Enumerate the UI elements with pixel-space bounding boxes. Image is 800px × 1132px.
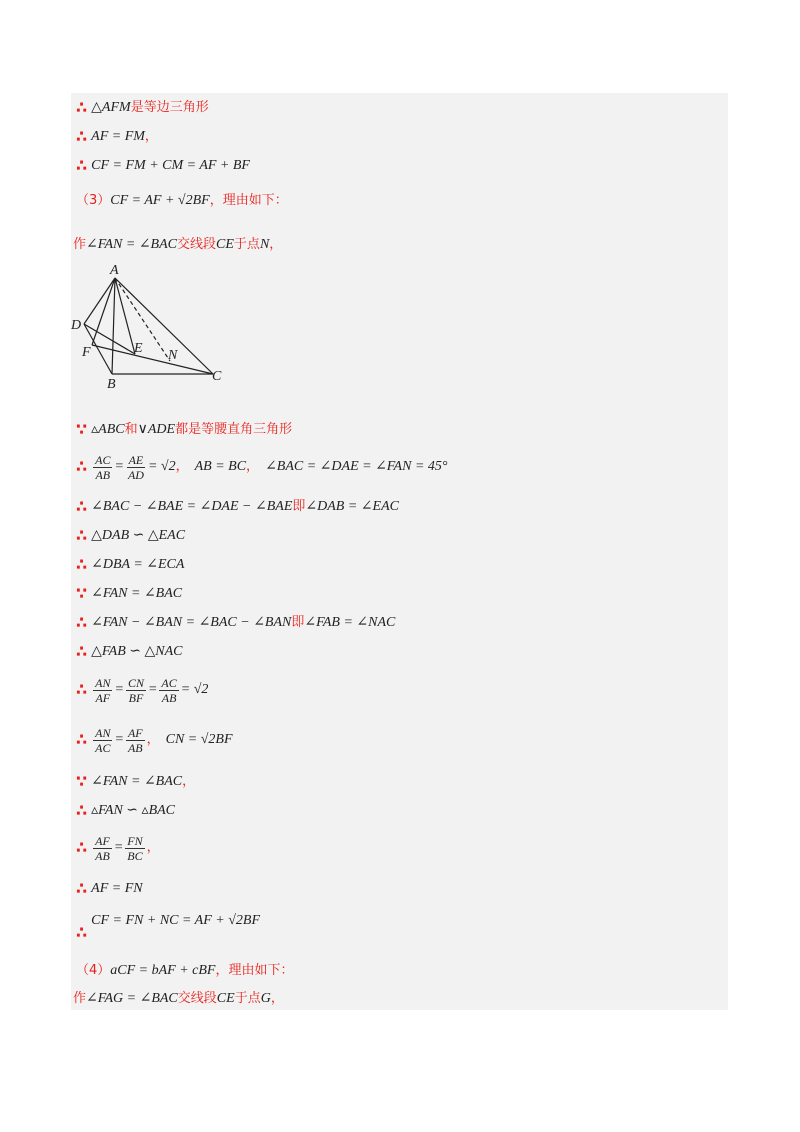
proof-line-6 xyxy=(76,421,292,439)
proof-line-17 xyxy=(76,802,175,820)
proof-line-9 xyxy=(76,527,185,545)
math-expression: = √2 xyxy=(147,459,176,474)
therefore-symbol: ∴ xyxy=(76,127,88,146)
math-expression: △FAB ∽ △NAC xyxy=(91,644,183,659)
fraction xyxy=(125,834,144,863)
text-fragment: 交线段 xyxy=(177,237,217,252)
text-fragment: ，理由如下： xyxy=(215,963,294,978)
punctuation: ， xyxy=(144,129,158,144)
denominator: AB xyxy=(127,740,143,755)
therefore-symbol: ∴ xyxy=(76,923,88,942)
figure-label: D xyxy=(71,318,82,333)
math-expression: ∠FAN = ∠BAC xyxy=(91,774,183,789)
text-fragment: 于点 xyxy=(234,991,261,1006)
math-expression: ∠BAC = ∠DAE = ∠FAN = 45° xyxy=(265,459,448,474)
math-expression: △DAB ∽ △EAC xyxy=(91,528,186,543)
math-expression: CE xyxy=(216,991,235,1006)
numerator: CN xyxy=(127,675,144,690)
numerator: AC xyxy=(95,452,111,467)
therefore-symbol: ∴ xyxy=(76,98,88,117)
fraction xyxy=(126,726,145,755)
text-fragment: 都是等腰直角三角形 xyxy=(175,422,293,437)
punctuation: ， xyxy=(269,237,283,252)
equals-sign: = xyxy=(114,682,124,697)
math-expression: ▵ABC xyxy=(91,422,125,437)
math-expression: CN = √2BF xyxy=(165,732,233,747)
text-fragment: 和 xyxy=(124,422,138,437)
math-expression: G xyxy=(260,991,271,1006)
because-symbol: ∵ xyxy=(76,584,88,603)
numerator: AC xyxy=(161,675,177,690)
denominator: AB xyxy=(95,467,111,482)
punctuation: ， xyxy=(270,991,284,1006)
equals-sign: = xyxy=(114,732,124,747)
fraction xyxy=(93,453,112,482)
construction-line-g xyxy=(73,990,284,1008)
proof-line-1 xyxy=(76,99,209,117)
proof-line-20 xyxy=(76,912,260,940)
text-fragment: 交线段 xyxy=(177,991,217,1006)
denominator: AC xyxy=(95,740,111,755)
proof-line-18 xyxy=(76,830,160,866)
math-expression: ∠BAC − ∠BAE = ∠DAE − ∠BAE xyxy=(91,499,293,514)
part-number: （3） xyxy=(76,193,111,208)
content-panel xyxy=(71,93,728,1010)
fraction xyxy=(159,676,178,705)
equals-sign: = xyxy=(114,459,124,474)
numerator: AF xyxy=(127,725,143,740)
text-fragment: 即 xyxy=(292,499,306,514)
proof-line-2 xyxy=(76,128,158,146)
fraction xyxy=(93,834,112,863)
proof-line-11 xyxy=(76,585,182,603)
figure-label: B xyxy=(107,377,116,392)
math-expression: ∠DBA = ∠ECA xyxy=(91,557,185,572)
proof-line-16 xyxy=(76,773,195,791)
math-expression: △AFM xyxy=(91,100,131,115)
math-expression: ∠DAB = ∠EAC xyxy=(305,499,399,514)
figure-label: A xyxy=(110,263,119,278)
math-expression: ∨ADE xyxy=(137,422,176,437)
geometry-figure xyxy=(70,258,230,393)
denominator: BC xyxy=(127,848,143,863)
denominator: AF xyxy=(95,690,111,705)
therefore-symbol: ∴ xyxy=(76,680,88,699)
equals-sign: = xyxy=(147,682,158,697)
fraction xyxy=(93,676,112,705)
because-symbol: ∵ xyxy=(76,772,88,791)
proof-line-14 xyxy=(76,672,208,708)
numerator: FN xyxy=(127,833,143,848)
math-expression: ∠FAN = ∠BAC xyxy=(86,237,178,252)
text-fragment: 是等边三角形 xyxy=(130,100,209,115)
punctuation: ， xyxy=(246,459,260,474)
punctuation: ， xyxy=(175,459,189,474)
text-fragment: 作 xyxy=(73,991,87,1006)
therefore-symbol: ∴ xyxy=(76,801,88,820)
therefore-symbol: ∴ xyxy=(76,613,88,632)
math-expression: = √2 xyxy=(180,682,209,697)
therefore-symbol: ∴ xyxy=(76,555,88,574)
therefore-symbol: ∴ xyxy=(76,156,88,175)
punctuation: ， xyxy=(182,774,196,789)
therefore-symbol: ∴ xyxy=(76,497,88,516)
equals-sign: = xyxy=(113,840,124,855)
construction-line-n xyxy=(73,236,282,254)
math-expression: ▵FAN ∽ ▵BAC xyxy=(91,803,176,818)
math-expression: N xyxy=(259,237,270,252)
proof-line-15 xyxy=(76,722,233,758)
text-fragment: 作 xyxy=(73,237,87,252)
part-3-heading xyxy=(76,192,288,210)
proof-line-10 xyxy=(76,556,184,574)
text-fragment: 于点 xyxy=(233,237,260,252)
punctuation: ， xyxy=(146,840,160,855)
numerator: AF xyxy=(95,833,110,848)
figure-label: F xyxy=(82,345,91,360)
math-expression: aCF = bAF + cBF xyxy=(110,963,216,978)
denominator: AD xyxy=(127,467,144,482)
math-expression: AF = FM xyxy=(91,129,145,144)
numerator: AN xyxy=(95,725,111,740)
part-number: （4） xyxy=(76,963,111,978)
figure-label: N xyxy=(168,348,178,363)
math-expression: AB = BC xyxy=(194,459,247,474)
figure-label: E xyxy=(134,341,143,356)
therefore-symbol: ∴ xyxy=(76,730,88,749)
fraction xyxy=(126,676,146,705)
denominator: AB xyxy=(161,690,177,705)
math-expression: ∠FAN = ∠BAC xyxy=(91,586,183,601)
therefore-symbol: ∴ xyxy=(76,879,88,898)
punctuation: ， xyxy=(146,732,160,747)
therefore-symbol: ∴ xyxy=(76,838,88,857)
denominator: AB xyxy=(95,848,110,863)
math-expression: ∠FAG = ∠BAC xyxy=(86,991,178,1006)
proof-line-13 xyxy=(76,643,182,661)
proof-line-19 xyxy=(76,880,143,898)
numerator: AN xyxy=(95,675,111,690)
text-fragment: 即 xyxy=(291,615,305,630)
math-expression: ∠FAN − ∠BAN = ∠BAC − ∠BAN xyxy=(91,615,292,630)
proof-line-12 xyxy=(76,614,395,632)
figure-label: C xyxy=(212,369,222,384)
math-expression: CE xyxy=(216,237,234,252)
fraction xyxy=(93,726,112,755)
math-expression: CF = FM + CM = AF + BF xyxy=(91,158,250,173)
proof-line-3 xyxy=(76,157,250,175)
therefore-symbol: ∴ xyxy=(76,642,88,661)
proof-line-8 xyxy=(76,498,399,516)
therefore-symbol: ∴ xyxy=(76,526,88,545)
therefore-symbol: ∴ xyxy=(76,457,88,476)
fraction xyxy=(126,453,146,482)
text-fragment: ，理由如下： xyxy=(209,193,288,208)
part-4-heading xyxy=(76,962,294,980)
math-expression: AF = FN xyxy=(91,881,143,896)
math-expression: ∠FAB = ∠NAC xyxy=(304,615,396,630)
numerator: AE xyxy=(128,452,144,467)
math-expression: CF = AF + √2BF xyxy=(110,193,210,208)
math-expression: CF = FN + NC = AF + √2BF xyxy=(91,913,261,928)
proof-line-7 xyxy=(76,450,448,484)
denominator: BF xyxy=(128,690,144,705)
because-symbol: ∵ xyxy=(76,420,88,439)
